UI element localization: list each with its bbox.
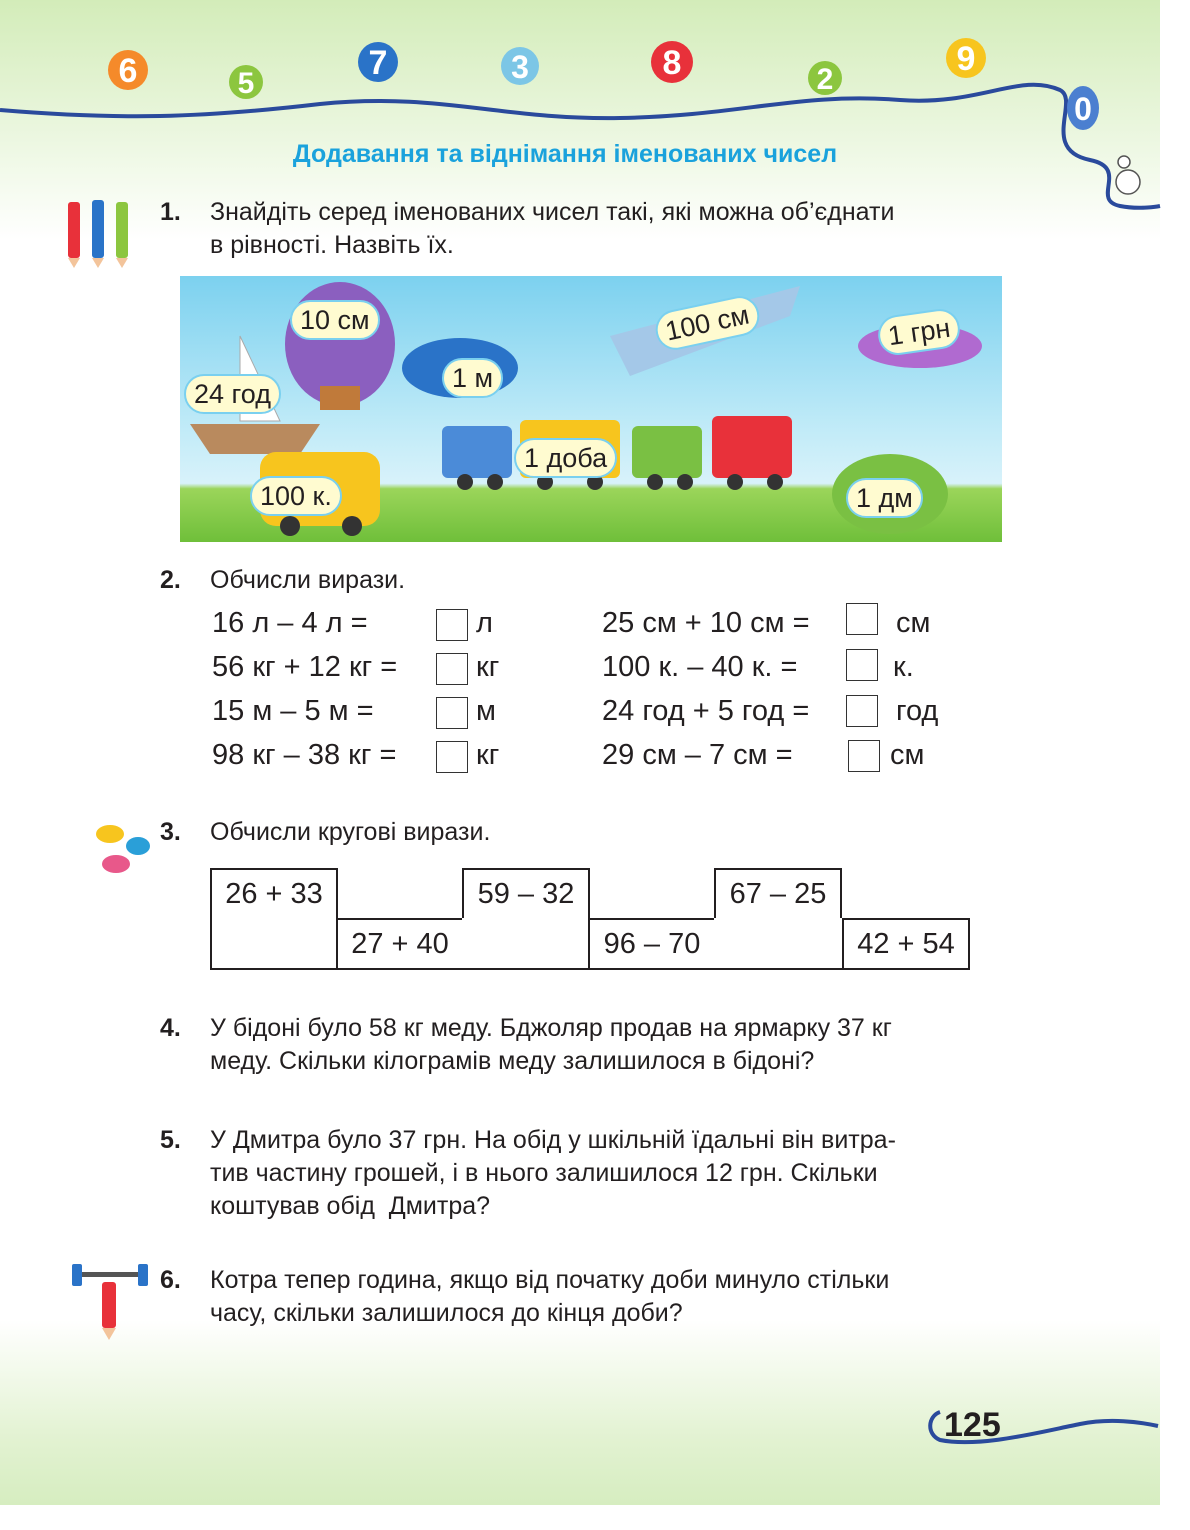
label-train: 1 доба <box>514 438 617 478</box>
chain-cell-top-2: 59 – 32 <box>462 868 590 920</box>
task-5-line-2: тив частину грошей, і в нього залишилося 12 грн. Скільки <box>210 1159 878 1187</box>
task-6-number: 6. <box>160 1266 181 1294</box>
label-plane: 100 см <box>652 293 763 354</box>
unit-left-1: л <box>476 607 493 639</box>
svg-text:3: 3 <box>511 49 529 85</box>
task-2-text: Обчисли вирази. <box>210 566 406 594</box>
chain-cell-top-1: 26 + 33 <box>210 868 338 920</box>
task-6-text <box>210 1264 889 1330</box>
label-whale: 1 м <box>442 358 503 398</box>
chain-cell-bottom-3: 42 + 54 <box>842 918 970 970</box>
unit-right-1: см <box>896 607 931 639</box>
train-engine <box>712 416 792 478</box>
expression-left-2: 56 кг + 12 кг = <box>212 651 398 683</box>
unit-left-3: м <box>476 695 496 727</box>
answer-box-right-4[interactable] <box>848 740 880 772</box>
expression-right-2: 100 к. – 40 к. = <box>602 651 798 683</box>
digit-6-character <box>108 50 148 90</box>
task-2-number: 2. <box>160 566 181 594</box>
chain-cell-bottom-1: 27 + 40 <box>336 918 464 970</box>
digit-9-character <box>946 38 986 78</box>
digit-8-character <box>651 41 693 83</box>
answer-box-left-3[interactable] <box>436 697 468 729</box>
task-3-number: 3. <box>160 818 181 846</box>
label-ufo: 1 грн <box>876 306 963 357</box>
svg-text:2: 2 <box>816 63 834 96</box>
task-1-illustration <box>180 276 1002 542</box>
task-5-line-1: У Дмитра було 37 грн. На обід у шкільній їдальні він витра- <box>210 1126 896 1154</box>
task-1-text-line-2: в рівності. Назвіть їх. <box>210 231 454 259</box>
task-4-line-2: меду. Скільки кілограмів меду залишилося в бідоні? <box>210 1047 815 1075</box>
expression-left-4: 98 кг – 38 кг = <box>212 739 397 771</box>
unit-right-4: см <box>890 739 925 771</box>
task-5-line-3: коштував обід Дмитра? <box>210 1192 491 1220</box>
pencils-icon <box>58 196 148 270</box>
task-6-line-2: часу, скільки залишилося до кінця доби? <box>210 1299 683 1327</box>
svg-text:9: 9 <box>956 40 976 78</box>
balloon-basket <box>320 386 360 410</box>
chain-cell-bottom-2: 96 – 70 <box>588 918 716 970</box>
svg-text:7: 7 <box>368 44 388 82</box>
digit-0-character <box>1067 86 1099 130</box>
task-6-line-1: Котра тепер година, якщо від початку доби минуло стільки <box>210 1266 890 1294</box>
label-bus: 100 к. <box>250 476 342 516</box>
svg-text:8: 8 <box>662 44 682 82</box>
expression-left-1: 16 л – 4 л = <box>212 607 368 639</box>
label-balloon: 10 см <box>290 300 380 340</box>
unit-right-3: год <box>896 695 939 727</box>
label-boat: 24 год <box>184 374 281 414</box>
task-4-number: 4. <box>160 1014 181 1042</box>
task-5-text <box>210 1124 896 1223</box>
digit-2-character <box>808 61 842 96</box>
expression-right-1: 25 см + 10 см = <box>602 607 810 639</box>
task-4-line-1: У бідоні було 58 кг меду. Бджоляр продав на ярмарку 37 кг <box>210 1014 892 1042</box>
answer-box-right-3[interactable] <box>846 695 878 727</box>
expression-left-3: 15 м – 5 м = <box>212 695 374 727</box>
answer-box-right-1[interactable] <box>846 603 878 635</box>
unit-right-2: к. <box>893 651 914 683</box>
svg-text:5: 5 <box>237 67 255 100</box>
digit-7-character <box>358 42 398 82</box>
fish-icon <box>88 816 158 880</box>
answer-box-left-2[interactable] <box>436 653 468 685</box>
page-number: 125 <box>944 1406 1001 1444</box>
digit-5-character <box>229 65 263 100</box>
unit-left-2: кг <box>476 651 500 683</box>
answer-box-left-4[interactable] <box>436 741 468 773</box>
digit-3-character <box>501 47 539 85</box>
task-3-text: Обчисли кругові вирази. <box>210 818 491 846</box>
chain-cell-empty-1 <box>210 918 338 970</box>
svg-text:6: 6 <box>118 52 138 90</box>
task-5-number: 5. <box>160 1126 181 1154</box>
answer-box-left-1[interactable] <box>436 609 468 641</box>
task-1-number: 1. <box>160 198 181 226</box>
page-title: Додавання та віднімання іменованих чисел <box>292 140 838 168</box>
chain-cell-empty-3 <box>714 918 842 970</box>
unit-left-4: кг <box>476 739 500 771</box>
chain-cell-top-3: 67 – 25 <box>714 868 842 920</box>
svg-text:0: 0 <box>1074 91 1092 127</box>
train-car-3 <box>632 426 702 478</box>
expression-right-4: 29 см – 7 см = <box>602 739 793 771</box>
answer-box-right-2[interactable] <box>846 649 878 681</box>
footer-wave <box>900 1404 1160 1454</box>
expression-right-3: 24 год + 5 год = <box>602 695 810 727</box>
weightlifting-pencil-icon <box>70 1262 150 1342</box>
task-1-text <box>210 196 894 262</box>
task-4-text <box>210 1012 892 1078</box>
boat-hull <box>190 424 320 454</box>
train-car-1 <box>442 426 512 478</box>
task-1-text-line-1: Знайдіть серед іменованих чисел такі, які можна об’єднати <box>210 198 895 226</box>
chain-cell-empty-2 <box>462 918 590 970</box>
label-car: 1 дм <box>846 478 923 518</box>
